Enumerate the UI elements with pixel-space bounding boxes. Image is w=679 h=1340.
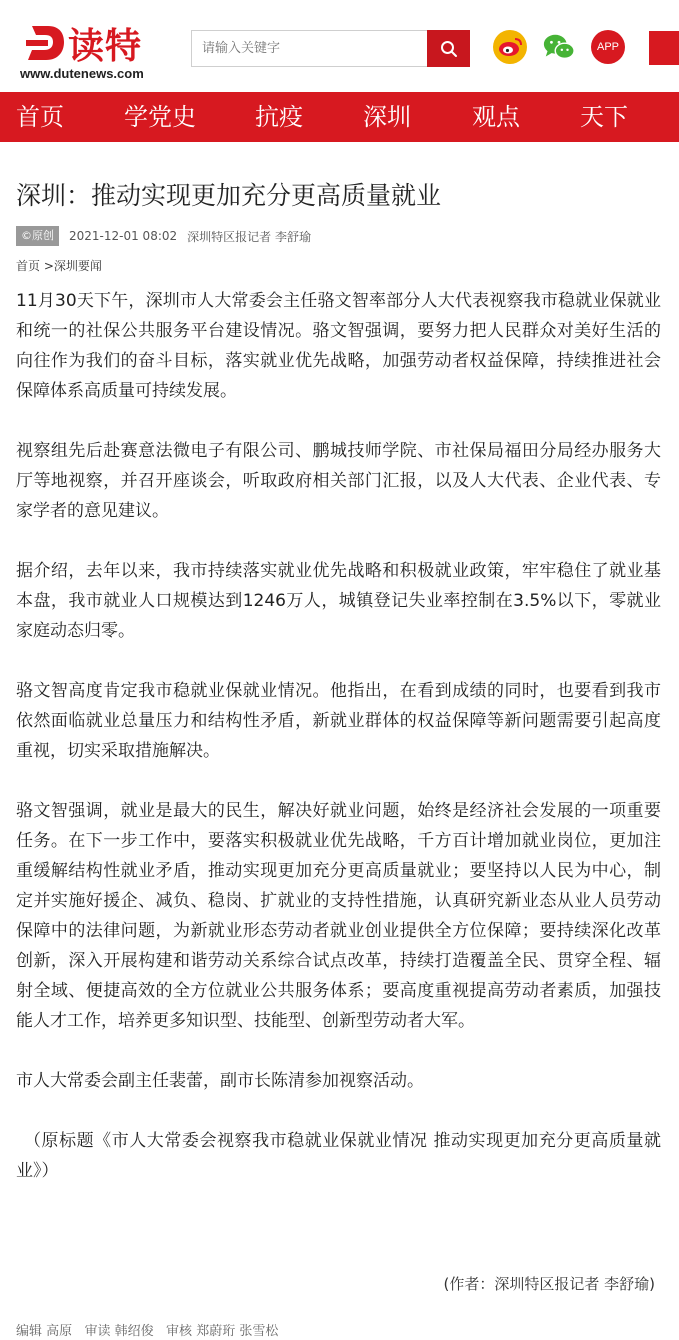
nav-item-party-history[interactable]: 学党史 bbox=[124, 103, 196, 131]
nav-item-anti-epidemic[interactable]: 抗疫 bbox=[255, 103, 303, 131]
logo-d-icon bbox=[26, 20, 66, 64]
site-logo[interactable] bbox=[18, 16, 168, 80]
logo-url: www.dutenews.com bbox=[20, 66, 144, 81]
article-body bbox=[16, 286, 661, 1186]
paragraph: 骆文智强调，就业是最大的民生，解决好就业问题，始终是经济社会发展的一项重要任务。在下一步工作中，要落实积极就业优先战略，千方百计增加就业岗位，更加注重缓解结构性就业矛盾，推动实现更加充分更高质量就业；要坚持以人民为中心，制定并实施好援企、减负、稳岗、扩就业的支持性措施，认真研究新业态从业人员劳动保障中的法律问题，为新就业形态劳动者就业创业提供全方位保障；要持续深化改革创新，深入开展构建和谐劳动关系综合试点改革，持续打造覆盖全民、贯穿全程、辐射全域、便捷高效的全方位就业公共服务体系；要高度重视提高劳动者素质，加强技能人才工作，培养更多知识型、技能型、创新型劳动者大军。 bbox=[16, 801, 661, 1031]
paragraph: 11月30天下午，深圳市人大常委会主任骆文智率部分人大代表视察我市稳就业保就业和统一的社保公共服务平台建设情况。骆文智强调，要努力把人民群众对美好生活的向往作为我们的奋斗目标，落实就业优先战略，加强劳动者权益保障，持续推进社会保障体系高质量可持续发展。 bbox=[16, 291, 661, 401]
nav-item-world[interactable]: 天下 bbox=[580, 103, 628, 131]
search-input[interactable] bbox=[191, 30, 427, 67]
app-label: APP bbox=[596, 41, 619, 53]
article-source: 深圳特区报记者 李舒瑜 bbox=[187, 229, 311, 244]
weibo-button[interactable] bbox=[493, 30, 527, 64]
original-badge: ©原创 bbox=[16, 226, 59, 246]
main-nav bbox=[0, 92, 679, 142]
site-header bbox=[0, 0, 679, 92]
wechat-button[interactable] bbox=[542, 30, 576, 64]
publish-date: 2021-12-01 08:02 bbox=[69, 229, 178, 243]
nav-item-shenzhen[interactable]: 深圳 bbox=[363, 103, 411, 131]
logo-text: 读特 bbox=[68, 25, 143, 67]
search-button[interactable] bbox=[427, 30, 470, 67]
paragraph: 骆文智高度肯定我市稳就业保就业情况。他指出，在看到成绩的同时，也要看到我市依然面临就业总量压力和结构性矛盾，新就业群体的权益保障等新问题需要引起高度重视，切实采取措施解决。 bbox=[16, 681, 661, 761]
search-icon bbox=[440, 40, 458, 58]
paragraph: 据介绍，去年以来，我市持续落实就业优先战略和积极就业政策，牢牢稳住了就业基本盘，我市就业人口规模达到1246万人，城镇登记失业率控制在3.5%以下，零就业家庭动态归零。 bbox=[16, 561, 661, 641]
paragraph: 视察组先后赴赛意法微电子有限公司、鹏城技师学院、市社保局福田分局经办服务大厅等地视察，并召开座谈会，听取政府相关部门汇报，以及人大代表、企业代表、专家学者的意见建议。 bbox=[16, 441, 661, 521]
menu-button[interactable] bbox=[649, 31, 679, 65]
nav-item-home[interactable]: 首页 bbox=[16, 103, 64, 131]
author-byline: (作者：深圳特区报记者 李舒瑜) bbox=[443, 1275, 655, 1293]
breadcrumb[interactable]: 首页 >深圳要闻 bbox=[16, 259, 102, 273]
article-meta bbox=[16, 226, 311, 246]
nav-item-opinion[interactable]: 观点 bbox=[472, 103, 520, 131]
wechat-icon bbox=[542, 32, 576, 62]
article-title: 深圳：推动实现更加充分更高质量就业 bbox=[16, 181, 442, 210]
weibo-icon bbox=[497, 36, 523, 58]
editor-credits: 编辑 高原 审读 韩绍俊 审核 郑蔚珩 张雪松 bbox=[16, 1324, 279, 1339]
original-title-note: （原标题《市人大常委会视察我市稳就业保就业情况 推动实现更加充分更高质量就业》） bbox=[16, 1131, 661, 1181]
paragraph: 市人大常委会副主任裴蕾，副市长陈清参加视察活动。 bbox=[16, 1071, 424, 1091]
app-button[interactable] bbox=[591, 30, 625, 64]
